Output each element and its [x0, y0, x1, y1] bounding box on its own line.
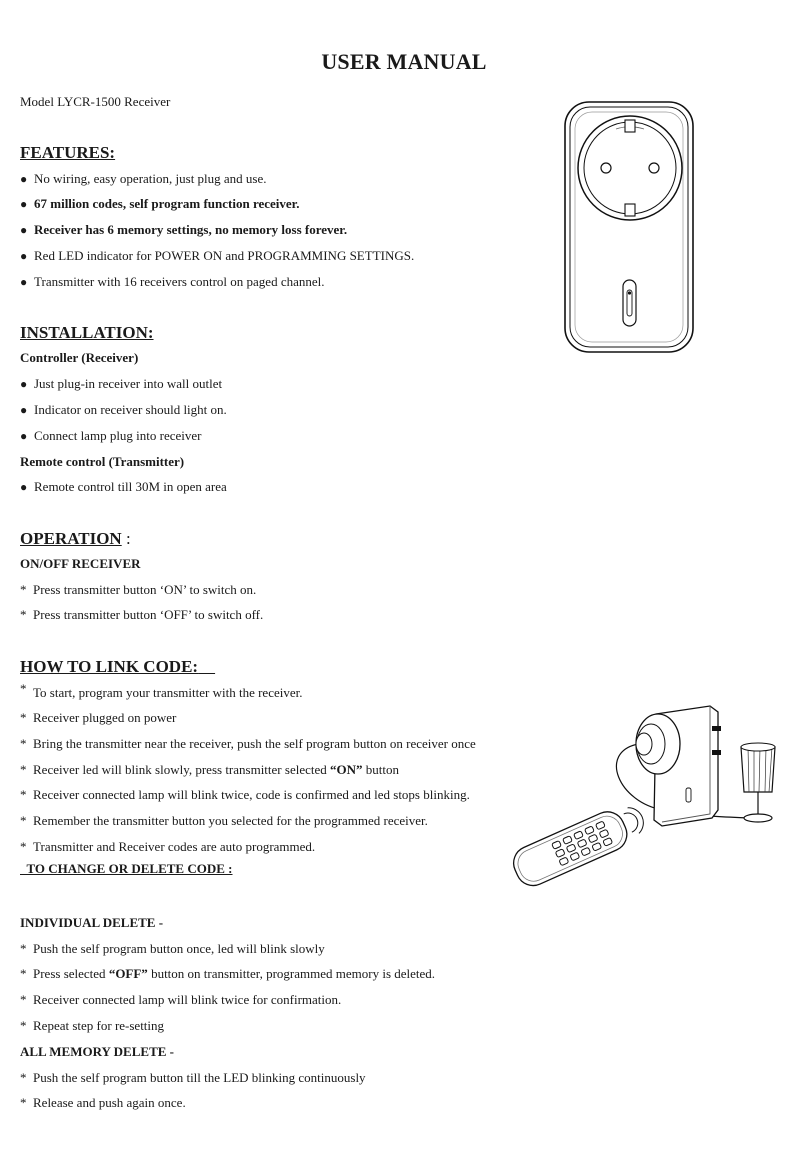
asterisk-icon: *: [20, 787, 27, 802]
delete-item: * Push the self program button till the LED blinking continuously: [20, 1070, 366, 1085]
link-item: * Bring the transmitter near the receiver, push the self program button on receiver once: [20, 736, 476, 751]
asterisk-icon: *: [20, 941, 27, 956]
asterisk-icon: *: [20, 1018, 27, 1033]
page-title: USER MANUAL: [321, 49, 487, 74]
bullet-icon: ●: [20, 429, 28, 443]
all-delete-subheading: ALL MEMORY DELETE -: [20, 1044, 174, 1059]
remote-subheading: Remote control (Transmitter): [20, 454, 185, 469]
asterisk-icon: *: [20, 813, 27, 828]
installation-heading: INSTALLATION:: [20, 323, 154, 342]
controller-subheading: Controller (Receiver): [20, 350, 139, 365]
delete-item: * Release and push again once.: [20, 1095, 186, 1110]
link-item: * Receiver connected lamp will blink twice, code is confirmed and led stops blinking.: [20, 787, 470, 802]
asterisk-icon: *: [20, 1095, 27, 1110]
link-heading: HOW TO LINK CODE:: [20, 657, 199, 676]
operation-subheading: ON/OFF RECEIVER: [20, 556, 141, 571]
change-heading: TO CHANGE OR DELETE CODE :: [26, 861, 233, 876]
link-item: * Receiver plugged on power: [20, 710, 177, 725]
feature-item: ● Transmitter with 16 receivers control on paged channel.: [20, 274, 325, 289]
bullet-icon: ●: [20, 249, 28, 263]
feature-item: ● Red LED indicator for POWER ON and PROGRAMMING SETTINGS.: [20, 248, 415, 263]
asterisk-icon: *: [20, 607, 27, 622]
asterisk-icon: *: [20, 582, 27, 597]
bullet-icon: ●: [20, 403, 28, 417]
bullet-icon: ●: [20, 197, 28, 211]
receiver-plug-illustration: [555, 98, 700, 356]
model-line: Model LYCR-1500 Receiver: [20, 94, 171, 109]
delete-item: * Repeat step for re-setting: [20, 1018, 165, 1033]
features-heading: FEATURES:: [20, 143, 116, 162]
feature-item: ● 67 million codes, self program function receiver.: [20, 196, 300, 211]
asterisk-icon: *: [20, 681, 27, 696]
operation-heading: OPERATION :: [20, 529, 131, 548]
asterisk-icon: *: [20, 966, 27, 981]
link-item: * Receiver led will blink slowly, press transmitter selected “ON” button: [20, 762, 399, 777]
installation-item: ● Indicator on receiver should light on.: [20, 402, 227, 417]
asterisk-icon: *: [20, 710, 27, 725]
link-item: * Remember the transmitter button you selected for the programmed receiver.: [20, 813, 428, 828]
installation-item: ● Connect lamp plug into receiver: [20, 428, 202, 443]
delete-item: * Push the self program button once, led will blink slowly: [20, 941, 325, 956]
installation-item: ● Remote control till 30M in open area: [20, 479, 227, 494]
transmitter-receiver-lamp-illustration: [488, 692, 798, 917]
link-item: * Transmitter and Receiver codes are auto programmed.: [20, 839, 316, 854]
link-item: * To start, program your transmitter with the receiver.: [20, 681, 303, 700]
feature-item: ● Receiver has 6 memory settings, no memory loss forever.: [20, 222, 348, 237]
bullet-icon: ●: [20, 172, 28, 186]
operation-item: * Press transmitter button ‘ON’ to switch on.: [20, 582, 257, 597]
feature-item: ● No wiring, easy operation, just plug and use.: [20, 171, 267, 186]
operation-item: * Press transmitter button ‘OFF’ to switch off.: [20, 607, 264, 622]
installation-item: ● Just plug-in receiver into wall outlet: [20, 376, 223, 391]
individual-delete-subheading: INDIVIDUAL DELETE -: [20, 915, 164, 930]
bullet-icon: ●: [20, 480, 28, 494]
asterisk-icon: *: [20, 839, 27, 854]
bullet-icon: ●: [20, 223, 28, 237]
delete-item: * Receiver connected lamp will blink twice for confirmation.: [20, 992, 342, 1007]
delete-item: * Press selected “OFF” button on transmitter, programmed memory is deleted.: [20, 966, 436, 981]
asterisk-icon: *: [20, 1070, 27, 1085]
asterisk-icon: *: [20, 736, 27, 751]
asterisk-icon: *: [20, 762, 27, 777]
asterisk-icon: *: [20, 992, 27, 1007]
bullet-icon: ●: [20, 377, 28, 391]
bullet-icon: ●: [20, 275, 28, 289]
